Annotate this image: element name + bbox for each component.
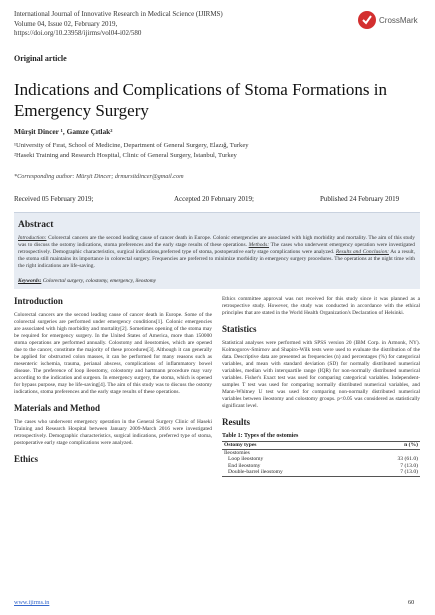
table-cell: End ileostomy	[228, 462, 261, 469]
table-header-row	[222, 442, 420, 450]
statistics-paragraph: Statistical analyses were performed with SPSS version 20 (IBM Corp. in Armonk, NY). Kolmogorov-Smirnov and Shapiro-Wilk tests were used to evaluate the distribution of the data. Descriptive data are presented as frequencies (n) and percentages (%) for categorical variables, and mean with standard deviation (SD) for normally distributed numerical variables, median with interquartile range (IQR) for non-normally distributed numerical variables. Fisher's Exact test was used for comparing categorical variables. Independent-samples T test was used for comparing normally distributed numerical variables, and Mann-Whitney U test was used for comparing non-normally distributed numerical variables between ileostomy and colostomy groups. p<0.05 was considered as statistically significant level.	[222, 340, 420, 409]
intro-heading: Introduction	[14, 296, 63, 306]
journal-doi[interactable]: https://doi.org/10.23958/ijirms/vol04-i02/580	[14, 29, 142, 37]
table-cell: Loop ileostomy	[228, 456, 264, 463]
results-heading: Results	[222, 417, 251, 427]
keywords-list: Colorectal surgery, colostomy, emergency, ileostomy	[41, 278, 157, 284]
methods-heading: Materials and Method	[14, 403, 100, 413]
methods-label: Methods:	[248, 242, 270, 248]
crossmark-icon	[357, 8, 419, 32]
keywords-label: Keywords:	[18, 278, 42, 284]
affiliation-1: ¹University of Fırat, School of Medicine, Department of General Surgery, Elazığ, Turkey	[14, 142, 249, 149]
published-date: Published 24 February 2019	[320, 195, 400, 203]
crossmark-text: CrossMark	[379, 16, 418, 25]
table-cell: 7 (13.0)	[400, 469, 418, 476]
abstract-intro: Colorectal cancers are the second leading cause of cancer death in Europe. Colonic emergencies are associated with high morbidity and mortality. The aim of this study was to discuss the ostomy indications, stoma preferences and the early stage results of these operations.	[18, 235, 415, 248]
affiliation-2: ²Haseki Training and Research Hospital, Clinic of General Surgery, İstanbul, Turkey	[14, 152, 237, 159]
crossmark-logo[interactable]	[357, 8, 419, 32]
abstract-text	[18, 235, 415, 270]
column-header: Ostomy types	[224, 442, 257, 448]
statistics-heading: Statistics	[222, 324, 257, 334]
article-type: Original article	[14, 54, 67, 63]
table-cell: Ileostomies	[224, 449, 250, 456]
intro-paragraph: Colorectal cancers are the second leading cause of cancer death in Europe. Some of the colorectal surgeries are performed under emergency conditions[1]. Colonic emergencies are associated with high morbidity and mortality[2]. Sometimes opening of the stoma may be required for emergency surgery. In the United States of America, more than 150000 stoma operations are performed annually. Colostomy and ileostomies, which are opened due to the cancer, constitute the majority of these procedures[3]. Although it can generally be applied for obstructed colon masses, it can be performed for many reasons such as mesenteric ischemia, trauma, perianal abscess, complications of inflammatory bowel disease. The preference of loop ileostomy, colostomy and hartmann procedure may vary according to the indication and surgeon. In emergency surgery, the stoma, which is opened for bypass purpose, may be life-saving[4]. The aim of this study was to discuss the ostomy indications, stoma preferences and the early stage results of these operations.	[14, 312, 212, 395]
accepted-date: Accepted 20 February 2019;	[174, 195, 254, 203]
page-number: 60	[408, 599, 415, 606]
table-cell: 7 (13.0)	[400, 462, 418, 469]
article-title: Indications and Complications of Stoma Formations in Emergency Surgery	[14, 80, 388, 120]
authors: Mürşit Dincer ¹, Gamze Çıtlak²	[14, 127, 113, 136]
table-row	[222, 463, 420, 470]
left-column	[14, 296, 212, 470]
table-cell: 33 (61.0)	[397, 456, 418, 463]
table-row	[222, 456, 420, 463]
abstract-results: As a result, the stoma still maintains its importance in colorectal surgery. Frequencies are preferred to minimize morbidity in emergency surgery procedures. The operations at the night time with the right indications are life-saving.	[18, 249, 415, 269]
table-row	[222, 469, 420, 476]
results-label: Results and Conclusion:	[335, 249, 389, 255]
table-caption: Table 1: Types of the ostomies	[222, 433, 299, 439]
intro-label: Introduction:	[18, 235, 47, 241]
corresponding-author: *Corresponding author: Mürşit Dincer; drmursitdincer@gmail.com	[14, 173, 184, 180]
table-row	[222, 449, 420, 456]
column-header: n (%)	[404, 442, 418, 448]
ethics-paragraph: Ethics committee approval was not received for this study since it was planned as a retrospective study. However, the study was conducted in accordance with the ethical principles that are stated in the World Health Organization's Declaration of Helsinki.	[222, 296, 420, 316]
ethics-heading: Ethics	[14, 454, 39, 464]
journal-header	[14, 10, 223, 39]
received-date: Received 05 February 2019;	[14, 195, 94, 203]
abstract-heading: Abstract	[18, 220, 54, 230]
methods-paragraph: The cases who underwent emergency operation in the General Surgery Clinic of Haseki Training and Research Hospital between January 2009-March 2016 were investigated retrospectively. Demographic characteristics, surgical indications, preferred type of stoma, postoperative early stage complications were analyzed.	[14, 419, 212, 446]
abstract-methods: The cases who underwent emergency operation were investigated retrospectively. Demographic characteristics, surgical indications,preferred type of stoma, postoperative early stage complications were analyzed.	[18, 242, 415, 255]
abstract-box	[14, 212, 420, 289]
journal-volume: Volume 04, Issue 02, February 2019,	[14, 19, 118, 28]
footer-link[interactable]: www.ijirms.in	[14, 599, 50, 606]
right-column	[222, 296, 420, 477]
table-cell: Double-barrel ileostomy	[228, 469, 283, 476]
journal-name: International Journal of Innovative Research in Medical Science (IJIRMS)	[14, 10, 223, 18]
ostomy-table	[222, 441, 420, 477]
keywords	[18, 278, 156, 284]
